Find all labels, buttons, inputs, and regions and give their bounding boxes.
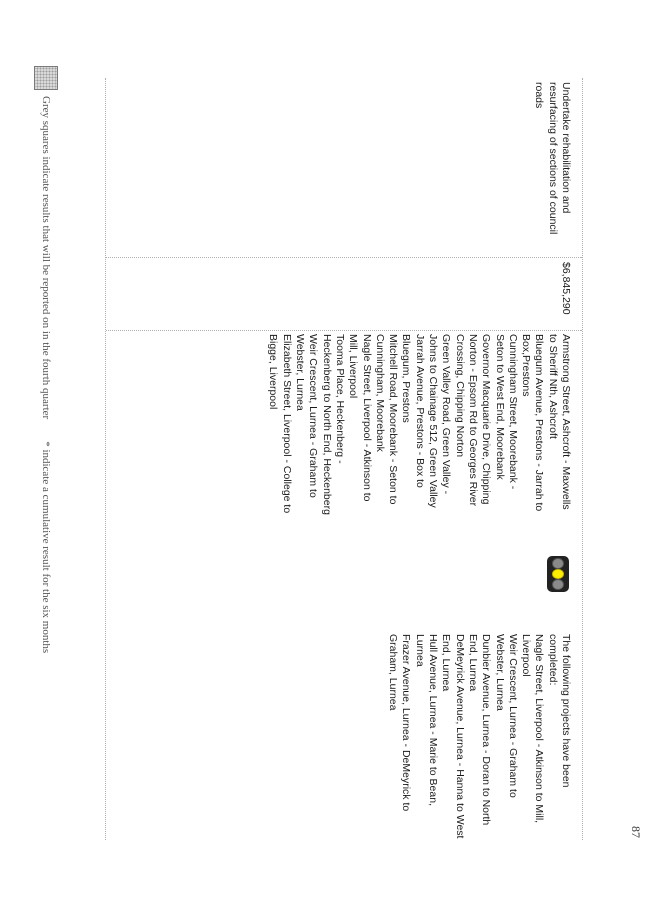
location-item: Bluegum Avenue, Prestons - Jarrah to Box,Prestons	[520, 334, 546, 512]
traffic-light-icon	[547, 556, 569, 592]
location-item: Mitchell Road, Moorebank - Seton to Cunningham, Moorebank	[373, 334, 400, 505]
grey-square-note: Grey squares indicate results that will be reported on in the fourth quarter	[40, 96, 52, 420]
locations-cell	[106, 331, 582, 520]
location-item: Armstrong Street, Ashcroft - Maxwells to Sheriff Nth, Ashcroft	[546, 334, 572, 510]
page-number: 87	[629, 826, 643, 838]
action-text: Undertake rehabilitation and resurfacing of sections of council roads	[533, 82, 572, 235]
comment-cell	[106, 630, 582, 840]
location-item: Weir Crescent, Lurnea - Graham to Webster, Lurnea	[294, 334, 320, 498]
comment-intro: The following projects have been completed:	[546, 634, 572, 788]
traffic-light-off-lamp	[552, 558, 564, 569]
legend-footnote	[34, 66, 58, 766]
completed-project: Dunbier Avenue, Lurnea - Doran to North End, Lurnea	[466, 634, 493, 826]
status-cell	[106, 520, 582, 630]
budget-cell	[106, 258, 582, 331]
location-item: Elizabeth Street, Liverpool - College to Bigge, Liverpool	[267, 334, 293, 514]
traffic-light-amber-lamp	[552, 569, 564, 580]
completed-project: DeMeyrick Avenue, Lurnea - Hanna to West End, Lurnea	[440, 634, 466, 839]
location-item: Nagle Street, Liverpool - Atkinson to Mill, Liverpool	[347, 334, 373, 502]
traffic-light-off-lamp	[552, 579, 564, 590]
completed-project: Hull Avenue, Lurnea - Marie to Bean, Lurnea	[413, 634, 440, 806]
grey-square-icon	[34, 66, 58, 90]
completed-project: Weir Crescent, Lurnea - Graham to Webster, Lurnea	[493, 634, 519, 798]
budget-amount: $6,845,290	[560, 262, 572, 315]
location-item: Cunningham Street, Moorebank - Seton to West End, Moorebank	[493, 334, 519, 490]
location-item: Green Valley Road, Green Valley - Johns to Chainage 512, Green Valley	[427, 334, 453, 508]
location-item: Jarrah Avenue, Prestons - Box to Bluegum, Prestons	[400, 334, 426, 488]
results-table	[105, 78, 583, 840]
location-item: Tooma Place, Heckenberg - Heckenberg to North End, Heckenberg	[320, 334, 346, 515]
location-item: Governor Macquarie Drive, Chipping Norton - Epsom Rd to Georges River Crossing, Chipping Norton	[453, 334, 493, 507]
action-cell	[106, 78, 582, 258]
completed-project: Frazer Avenue, Lurnea - DeMeyrick to Graham, Lurnea	[387, 634, 413, 812]
cumulative-note: * indicate a cumulative result for the six months	[40, 441, 52, 654]
completed-project: Nagle Street, Liverpool - Atkinson to Mill, Liverpool	[520, 634, 546, 824]
